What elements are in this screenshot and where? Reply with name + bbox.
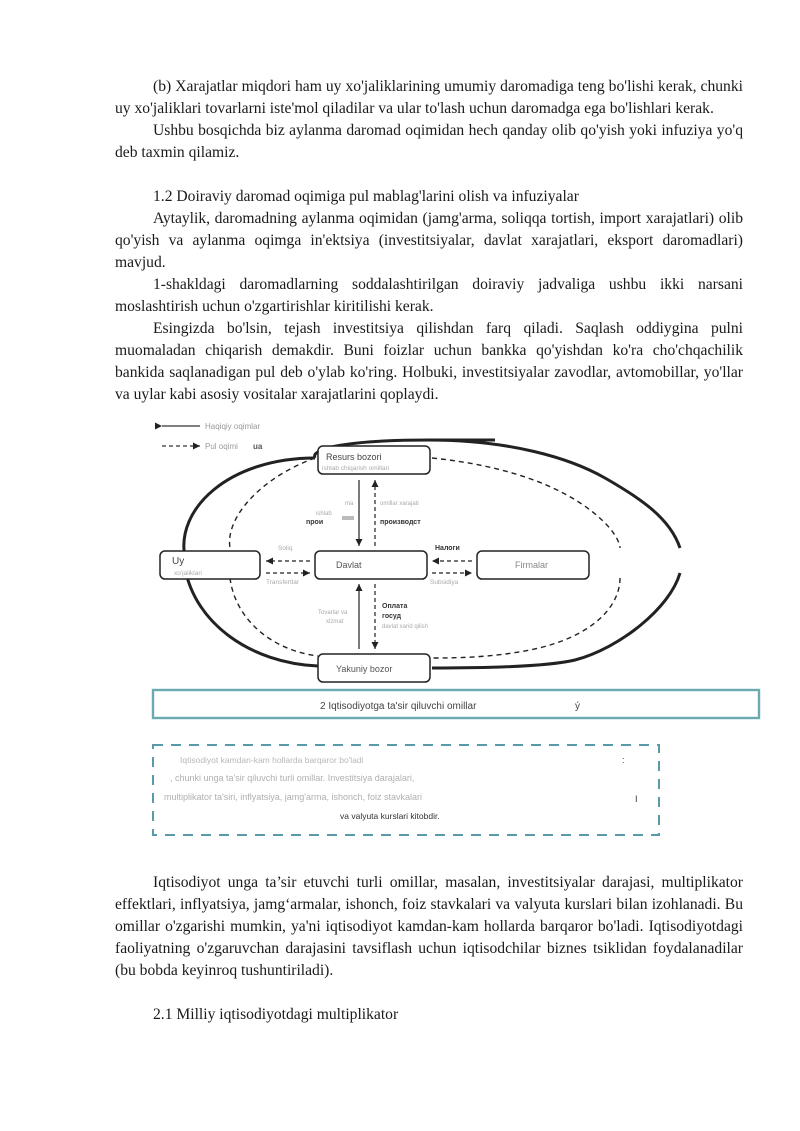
davlat-label: Davlat <box>336 560 362 570</box>
uy-label: Uy <box>172 556 185 567</box>
legend-money-flow: Pul oqimi <box>205 442 238 451</box>
paragraph: Ushbu bosqichda biz aylanma daromad oqimidan hech qanday olib qo'yish yoki infuziya yo'q deb taxmin qilamiz. <box>115 122 743 161</box>
legend-mark: ua <box>253 442 263 451</box>
firmalar-label: Firmalar <box>515 560 548 570</box>
paragraph: Iqtisodiyot unga ta’sir etuvchi turli omillar, masalan, investitsiyalar darajasi, multiplikator effektlari, inflyatsiya, jamg‘armalar, ishonch, foiz stavkalari va valyuta kurslari bilan izohlanadi. Bu omillar o'zgarishi mumkin, ya'ni iqtisodiyot kamdan-kam hollarda barqaror bo'ladi. Iqtisodiyotdagi faoliyatning o'zgaruvchan darajasini tavsiflash uchun iqtisodchilar biznes tsiklidan foydalanadilar (bu bobda keyinroq tushuntiriladi). <box>115 874 743 979</box>
left-top-label: Soliq <box>278 545 293 552</box>
paragraph: Esingizda bo'lsin, tejash investitsiya qilishdan farq qiladi. Saqlash oddiygina pulni muomaladan chiqarish demakdir. Buni foizlar uchun bankka qo'yishdan ko'ra cho'chqachilik bankida saqlanadigan pul deb o'ylab ko'ring. Holbuki, investitsiyalar zavodlar, avtomobillar, yo'llar va uylar kabi asosiy vositalar xarajatlarini qoplaydi. <box>115 320 743 403</box>
mid-top-left-1: ma <box>345 501 354 507</box>
legend-real-flow: Haqiqiy oqimlar <box>205 422 261 431</box>
dashed-box-mark-2: I <box>635 794 638 804</box>
dashed-box-line-3: multiplikator ta'siri, inflyatsiya, jamg'arma, ishonch, foiz stavkalari <box>164 792 423 802</box>
circular-flow-figure <box>150 418 765 843</box>
right-top-label: Налоги <box>435 545 460 552</box>
circular-flow-diagram <box>150 418 765 843</box>
mid-top-right-2: производст <box>380 519 421 526</box>
title-box-text: 2 Iqtisodiyotga ta'sir qiluvchi omillar <box>320 701 477 712</box>
bottom-right-label-3: davlat xarid qilish <box>382 624 429 630</box>
dashed-box-line-4: va valyuta kurslari kitobdir. <box>340 811 440 821</box>
text-bottom <box>115 872 743 1026</box>
paragraph: (b) Xarajatlar miqdori ham uy xo'jaliklarining umumiy daromadiga teng bo'lishi kerak, chunki uy xo'jaliklari tovarlarni iste'mol qiladilar va ular to'lash uchun daromadga ega bo'lishlari kerak. <box>115 78 743 117</box>
resurs-bozori-sublabel: ishlab chiqarish omillari <box>322 465 390 472</box>
dashed-box-line-1: Iqtisodiyot kamdan-kam hollarda barqaror bo'ladi <box>180 755 364 765</box>
yakuniy-bozor-label: Yakuniy bozor <box>336 664 393 674</box>
bottom-right-label-2: госуд <box>382 613 402 620</box>
dashed-box-mark-1: : <box>622 755 625 765</box>
left-bottom-label: Transfertlar <box>266 579 299 586</box>
paragraph: 1-shakldagi daromadlarning soddalashtirilgan doiraviy jadvaliga ushbu ikki narsani moslashtirish uchun o'zgartirishlar kiritilishi kerak. <box>115 276 743 315</box>
dashed-box-line-2: , chunki unga ta'sir qiluvchi turli omillar. Investitsiya darajalari, <box>170 773 415 783</box>
bottom-left-label-1: Tovarlar va <box>318 610 348 616</box>
section-heading: 1.2 Doiraviy daromad oqimiga pul mablag'larini olish va infuziyalar <box>153 188 579 205</box>
text-top <box>115 76 743 406</box>
mid-top-left-3: npoи <box>306 519 324 526</box>
mid-top-right-1: omillar xarajati <box>380 501 419 507</box>
bottom-right-label-1: Оплата <box>382 603 408 610</box>
right-bottom-label: Subsidiya <box>430 579 459 586</box>
paragraph: Aytaylik, daromadning aylanma oqimidan (jamg'arma, soliqqa tortish, import xarajatlari) olib qo'yish va aylanma oqimga in'ektsiya (investitsiyalar, davlat xarajatlari, eksport daromadlari) mavjud. <box>115 210 743 271</box>
mid-top-left-2: ishlab <box>316 511 332 517</box>
resurs-bozori-label: Resurs bozori <box>326 452 382 462</box>
title-box-mark: ý <box>575 701 580 712</box>
section-heading: 2.1 Milliy iqtisodiyotdagi multiplikator <box>153 1006 399 1023</box>
davlat-node <box>315 551 427 579</box>
bottom-left-label-2: xizmat <box>326 619 344 625</box>
uy-sublabel: xo'jaliklari <box>174 570 202 577</box>
